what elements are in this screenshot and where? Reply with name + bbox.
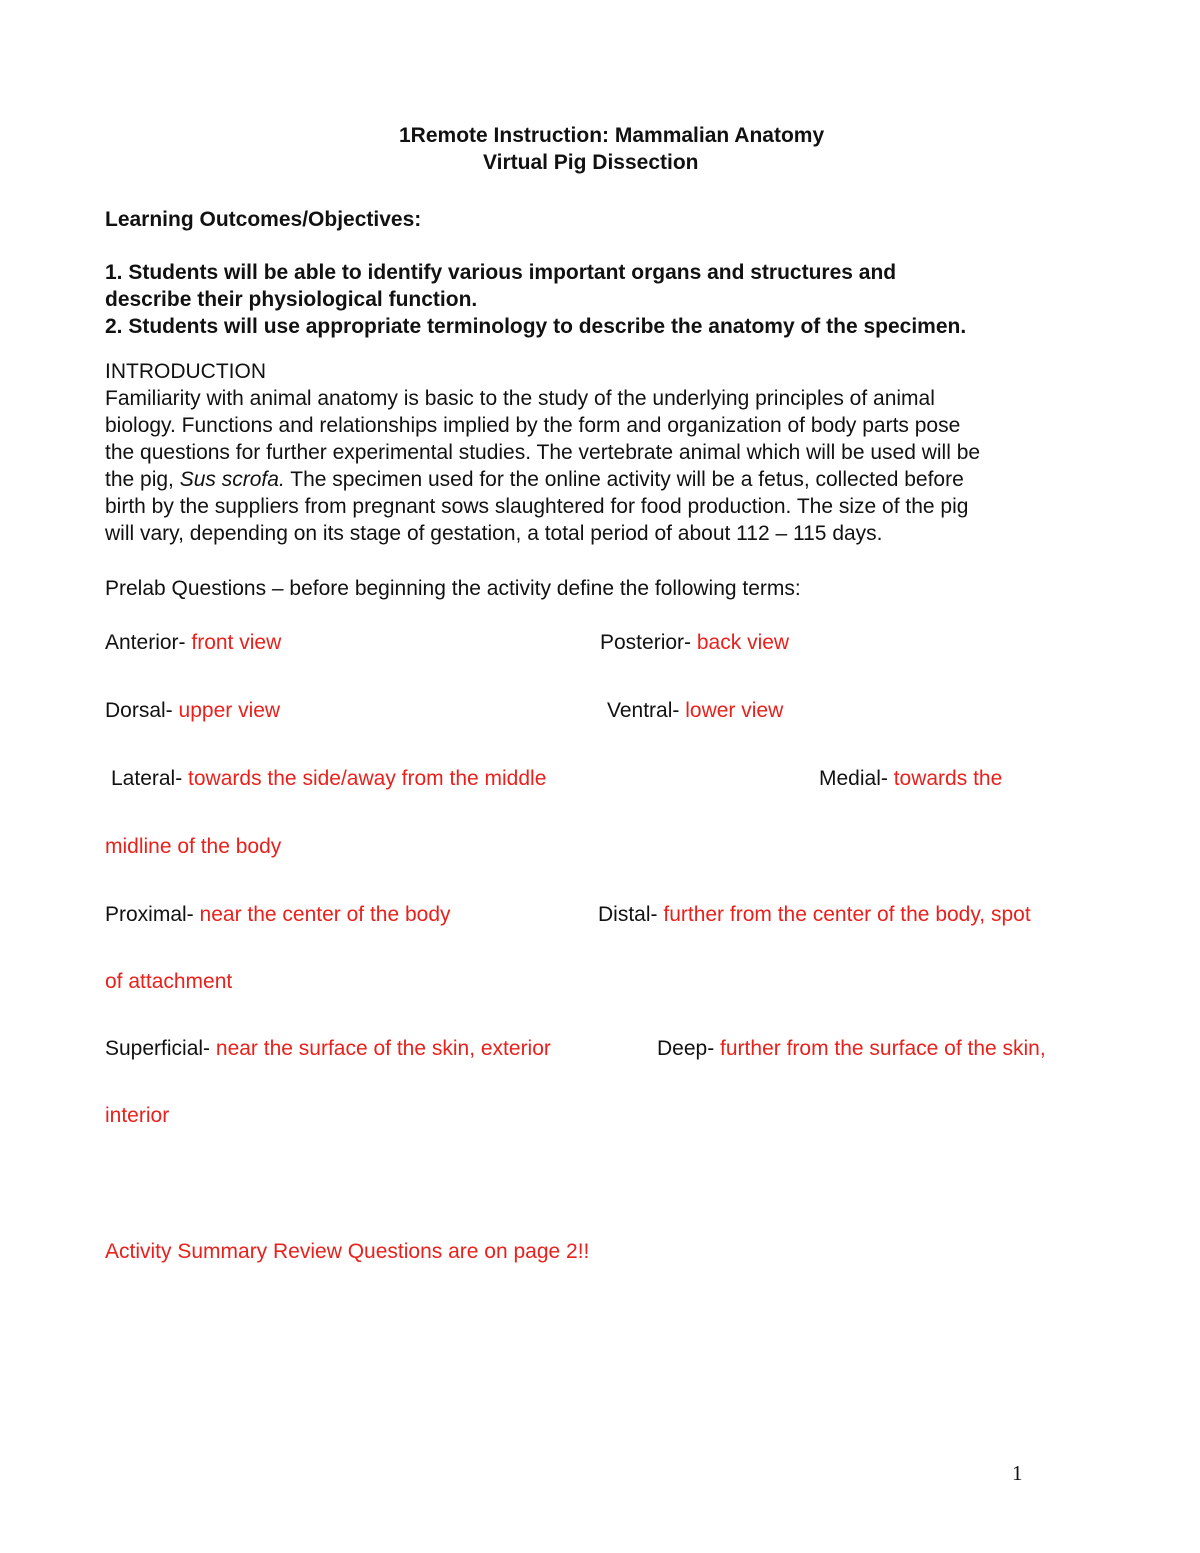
term-answer: near the center of the body	[199, 903, 451, 926]
term-ventral	[607, 699, 783, 723]
intro-line: biology. Functions and relationships implied by the form and organization of body parts pose	[105, 414, 961, 437]
objective-2: 2. Students will use appropriate terminology to describe the anatomy of the specimen.	[105, 315, 967, 338]
term-answer: front view	[191, 631, 282, 654]
term-dorsal	[105, 699, 280, 723]
term-label: Distal-	[598, 903, 658, 926]
objectives-heading: Learning Outcomes/Objectives:	[105, 208, 422, 231]
term-answer: upper view	[178, 699, 281, 722]
term-label: Superficial-	[105, 1037, 211, 1060]
intro-line: birth by the suppliers from pregnant sows slaughtered for food production. The size of the pig	[105, 495, 969, 518]
term-deep-continued: interior	[105, 1104, 170, 1127]
term-deep	[657, 1037, 1046, 1061]
intro-line	[105, 466, 1105, 493]
term-label: Posterior-	[600, 631, 692, 654]
document-subtitle: Virtual Pig Dissection	[483, 151, 699, 174]
term-answer: lower view	[685, 699, 784, 722]
intro-line: Familiarity with animal anatomy is basic to the study of the underlying principles of animal	[105, 387, 935, 410]
term-posterior	[600, 631, 789, 655]
species-name: Sus scrofa.	[179, 468, 285, 491]
intro-text: the pig,	[105, 468, 180, 491]
term-answer: further from the surface of the skin,	[720, 1037, 1046, 1060]
term-label: Anterior-	[105, 631, 186, 654]
term-label: Lateral-	[111, 767, 183, 790]
term-answer: towards the	[893, 767, 1003, 790]
term-label: Dorsal-	[105, 699, 173, 722]
introduction-section	[105, 358, 1105, 547]
introduction-heading: INTRODUCTION	[105, 360, 266, 383]
prelab-instructions: Prelab Questions – before beginning the activity define the following terms:	[105, 577, 801, 600]
term-medial-continued: midline of the body	[105, 835, 282, 858]
term-distal	[598, 903, 1031, 927]
term-medial	[819, 767, 1002, 791]
activity-summary-note: Activity Summary Review Questions are on page 2!!	[105, 1240, 590, 1263]
term-superficial	[105, 1037, 551, 1061]
term-distal-continued: of attachment	[105, 970, 233, 993]
term-answer: back view	[696, 631, 790, 654]
term-label: Deep-	[657, 1037, 715, 1060]
term-label: Proximal-	[105, 903, 194, 926]
document-title: 1Remote Instruction: Mammalian Anatomy	[399, 124, 825, 147]
term-anterior	[105, 631, 281, 655]
term-answer: near the surface of the skin, exterior	[215, 1037, 551, 1060]
objective-1-line-2: describe their physiological function.	[105, 288, 478, 311]
term-label: Ventral-	[607, 699, 680, 722]
page-number: 1	[1012, 1461, 1023, 1485]
term-label: Medial-	[819, 767, 888, 790]
intro-line: the questions for further experimental studies. The vertebrate animal which will be used will be	[105, 441, 981, 464]
term-lateral	[111, 767, 546, 791]
term-answer: towards the side/away from the middle	[188, 767, 547, 790]
objective-1-line-1: 1. Students will be able to identify various important organs and structures and	[105, 261, 897, 284]
intro-line: will vary, depending on its stage of gestation, a total period of about 112 – 115 days.	[105, 522, 883, 545]
term-answer: further from the center of the body, spot	[663, 903, 1031, 926]
intro-text: The specimen used for the online activity will be a fetus, collected before	[284, 468, 964, 491]
term-proximal	[105, 903, 451, 927]
